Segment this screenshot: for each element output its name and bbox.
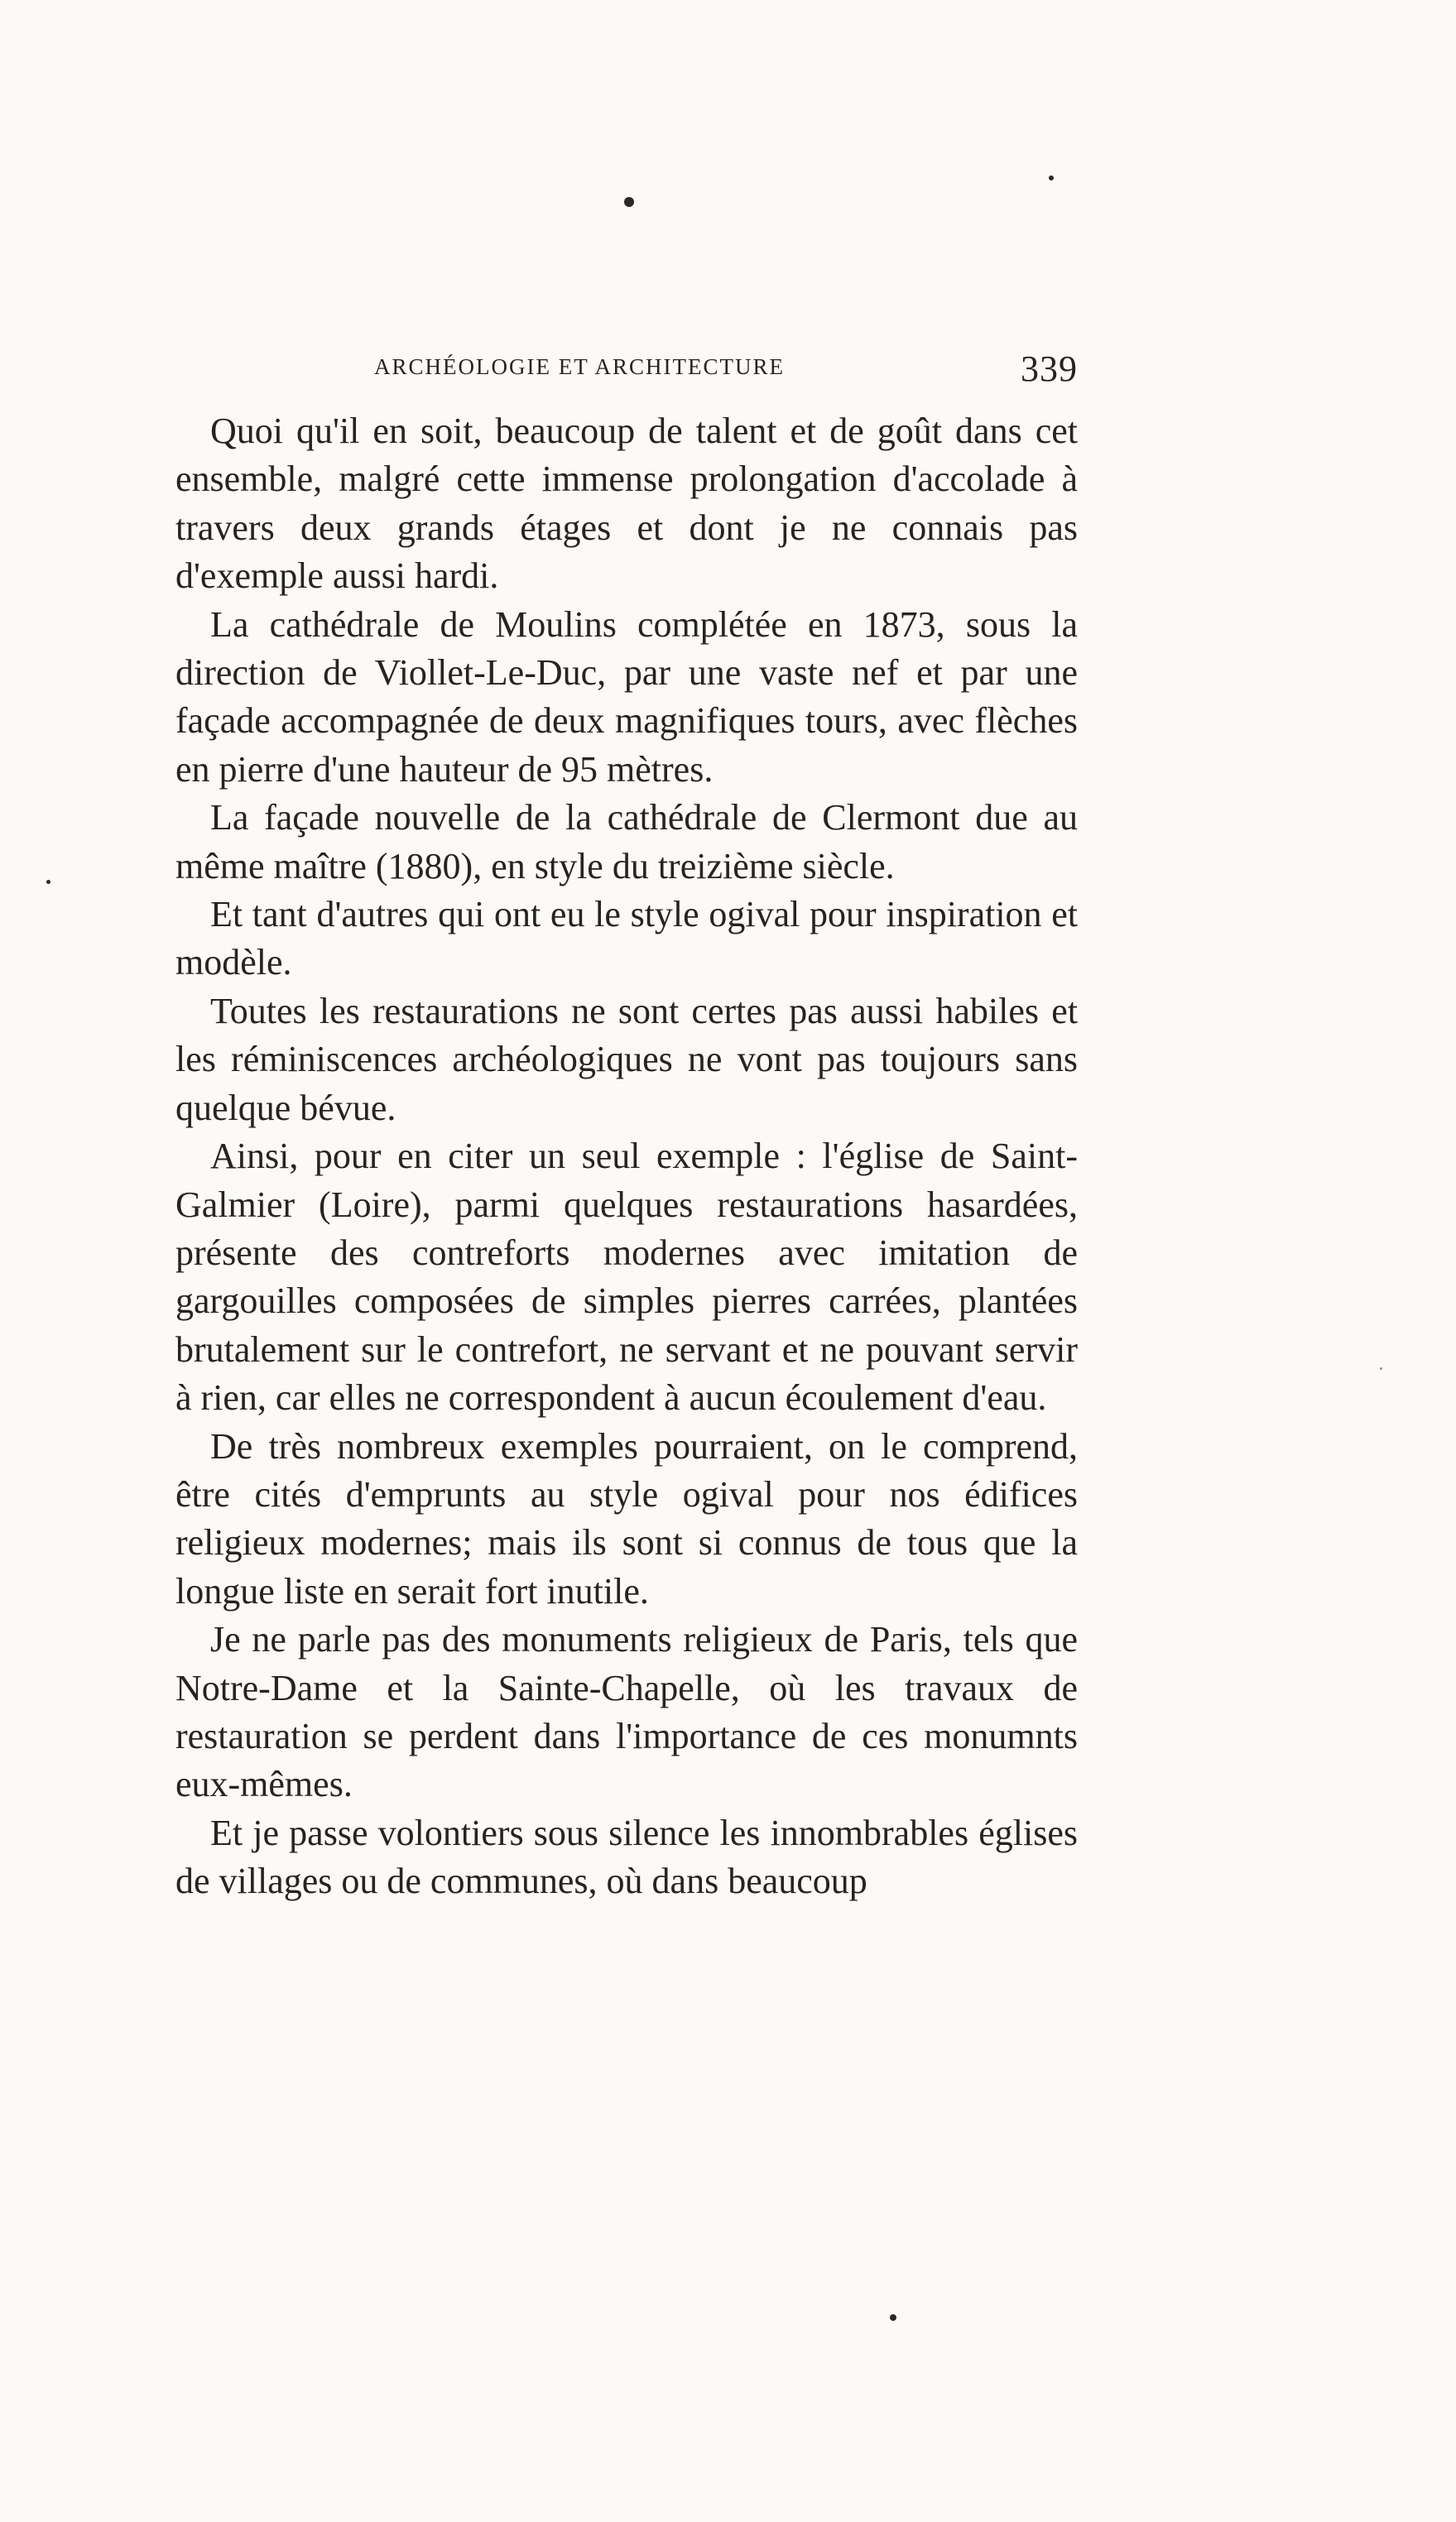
paragraph: De très nombreux exemples pourraient, on le comprend, être cités d'emprunts au style ogival pour nos édifices religieux modernes; mais ils sont si connus de tous que la longue liste en serait fort inutile.	[175, 1425, 1078, 1612]
running-title: ARCHÉOLOGIE ET ARCHITECTURE	[374, 354, 785, 379]
page-header	[175, 348, 1078, 397]
paragraph: Quoi qu'il en soit, beaucoup de talent et de goût dans cet ensemble, malgré cette immense prolongation d'accolade à travers deux grands étages et dont je ne connais pas d'exemple aussi hardi.	[175, 411, 1078, 597]
paragraph: Et tant d'autres qui ont eu le style ogival pour inspiration et modèle.	[175, 894, 1078, 983]
paragraph: Ainsi, pour en citer un seul exemple : l'église de Saint-Galmier (Loire), parmi quelques restaurations hasardées, présente des contreforts modernes avec imitation de gargouilles composées de simples pierres carrées, plantées brutalement sur le contrefort, ne servant et ne pouvant servir à rien, car elles ne correspondent à aucun écoulement d'eau.	[175, 1136, 1078, 1419]
page-number: 339	[1021, 348, 1078, 389]
ink-speck	[1380, 1367, 1382, 1370]
ink-speck	[624, 197, 634, 207]
paragraph: Je ne parle pas des monuments religieux de Paris, tels que Notre-Dame et la Sainte-Chapelle, où les travaux de restauration se perdent dans l'importance de ces monumnts eux-mêmes.	[175, 1619, 1078, 1805]
paragraph: La cathédrale de Moulins complétée en 1873, sous la direction de Viollet-Le-Duc, par une vaste nef et par une façade accompagnée de deux magnifiques tours, avec flèches en pierre d'une hauteur de 95 mètres.	[175, 603, 1078, 790]
ink-speck	[46, 880, 50, 884]
ink-speck	[890, 2314, 896, 2321]
ink-speck	[1049, 175, 1054, 180]
body-text	[175, 407, 1078, 1906]
paragraph: La façade nouvelle de la cathédrale de Clermont due au même maître (1880), en style du treizième siècle.	[175, 797, 1078, 886]
paragraph: Toutes les restaurations ne sont certes pas aussi habiles et les réminiscences archéologiques ne vont pas toujours sans quelque bévue.	[175, 990, 1078, 1128]
paragraph: Et je passe volontiers sous silence les innombrables églises de villages ou de communes, où dans beaucoup	[175, 1812, 1078, 1902]
